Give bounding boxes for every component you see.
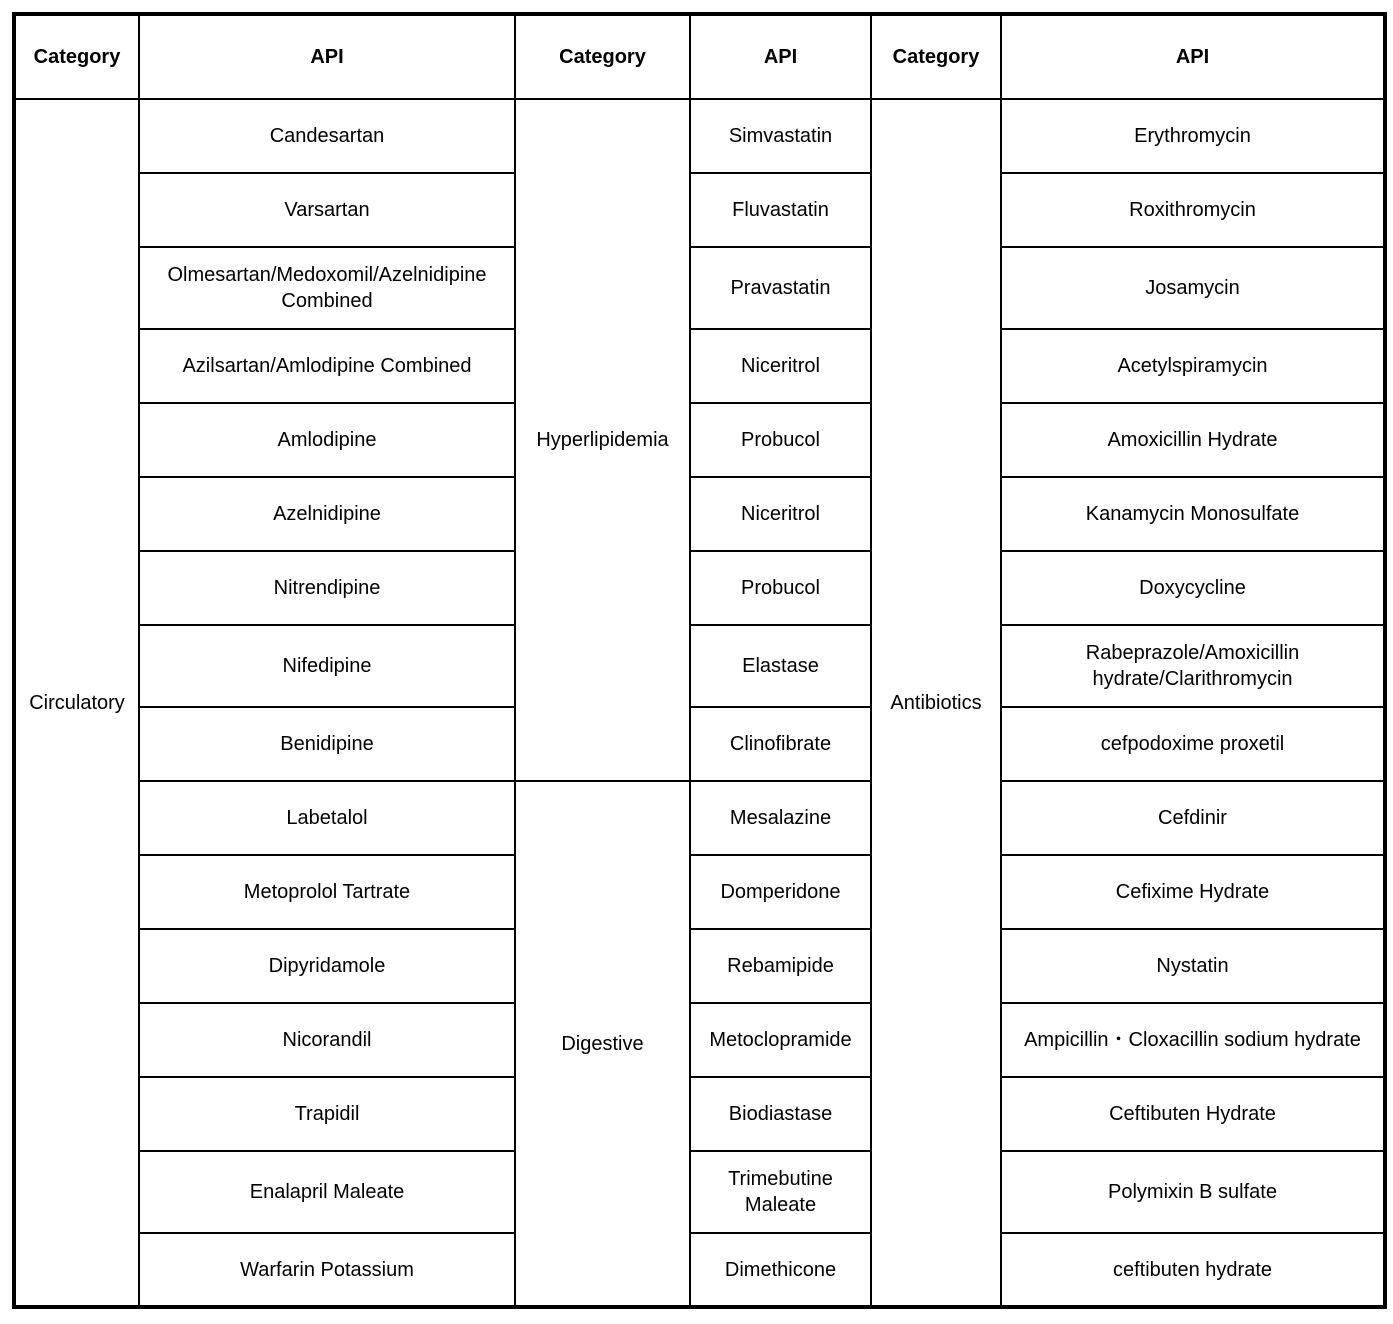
api-cell: Fluvastatin [690,173,871,247]
header-api-1: API [139,14,515,99]
table-row [14,855,1385,929]
table-row [14,329,1385,403]
api-cell: Kanamycin Monosulfate [1001,477,1385,551]
api-cell: Probucol [690,403,871,477]
table-row [14,99,1385,173]
api-cell: Metoprolol Tartrate [139,855,515,929]
api-cell: Pravastatin [690,247,871,329]
api-cell: Rabeprazole/Amoxicillin hydrate/Clarithromycin [1001,625,1385,707]
table-row [14,403,1385,477]
table-row [14,1077,1385,1151]
header-row [14,14,1385,99]
api-cell: Rebamipide [690,929,871,1003]
api-cell: Doxycycline [1001,551,1385,625]
api-cell: Candesartan [139,99,515,173]
api-cell: Trapidil [139,1077,515,1151]
header-category-2: Category [515,14,690,99]
api-cell: Ampicillin・Cloxacillin sodium hydrate [1001,1003,1385,1077]
api-cell: Mesalazine [690,781,871,855]
api-cell: Ceftibuten Hydrate [1001,1077,1385,1151]
api-cell: Josamycin [1001,247,1385,329]
table-row [14,247,1385,329]
api-cell: Varsartan [139,173,515,247]
api-cell: Benidipine [139,707,515,781]
api-table [12,12,1387,1309]
api-cell: Probucol [690,551,871,625]
api-cell: Erythromycin [1001,99,1385,173]
api-cell: Simvastatin [690,99,871,173]
api-cell: Polymixin B sulfate [1001,1151,1385,1233]
api-cell: Cefdinir [1001,781,1385,855]
table-row [14,625,1385,707]
api-cell: Olmesartan/Medoxomil/Azelnidipine Combined [139,247,515,329]
header-api-3: API [1001,14,1385,99]
api-cell: Cefixime Hydrate [1001,855,1385,929]
api-cell: Amlodipine [139,403,515,477]
api-cell: Roxithromycin [1001,173,1385,247]
table-row [14,477,1385,551]
category-digestive: Digestive [515,781,690,1307]
header-category-3: Category [871,14,1001,99]
table-row [14,1151,1385,1233]
header-category-1: Category [14,14,139,99]
api-cell: Metoclopramide [690,1003,871,1077]
header-api-2: API [690,14,871,99]
table-row [14,551,1385,625]
api-cell: Biodiastase [690,1077,871,1151]
api-cell: ceftibuten hydrate [1001,1233,1385,1307]
api-cell: Elastase [690,625,871,707]
api-cell: Niceritrol [690,329,871,403]
api-cell: Enalapril Maleate [139,1151,515,1233]
category-antibiotics: Antibiotics [871,99,1001,1307]
api-cell: Dipyridamole [139,929,515,1003]
api-cell: Azelnidipine [139,477,515,551]
table-row [14,173,1385,247]
api-cell: Acetylspiramycin [1001,329,1385,403]
api-cell: Trimebutine Maleate [690,1151,871,1233]
category-circulatory: Circulatory [14,99,139,1307]
api-cell: Domperidone [690,855,871,929]
table-row [14,929,1385,1003]
table-row [14,707,1385,781]
category-hyperlipidemia: Hyperlipidemia [515,99,690,781]
api-cell: Labetalol [139,781,515,855]
api-cell: Niceritrol [690,477,871,551]
api-cell: Nystatin [1001,929,1385,1003]
api-cell: cefpodoxime proxetil [1001,707,1385,781]
api-cell: Warfarin Potassium [139,1233,515,1307]
table-row [14,1233,1385,1307]
api-cell: Azilsartan/Amlodipine Combined [139,329,515,403]
table-row [14,781,1385,855]
api-cell: Amoxicillin Hydrate [1001,403,1385,477]
api-cell: Dimethicone [690,1233,871,1307]
api-cell: Nitrendipine [139,551,515,625]
api-cell: Nifedipine [139,625,515,707]
api-cell: Clinofibrate [690,707,871,781]
api-cell: Nicorandil [139,1003,515,1077]
table-row [14,1003,1385,1077]
